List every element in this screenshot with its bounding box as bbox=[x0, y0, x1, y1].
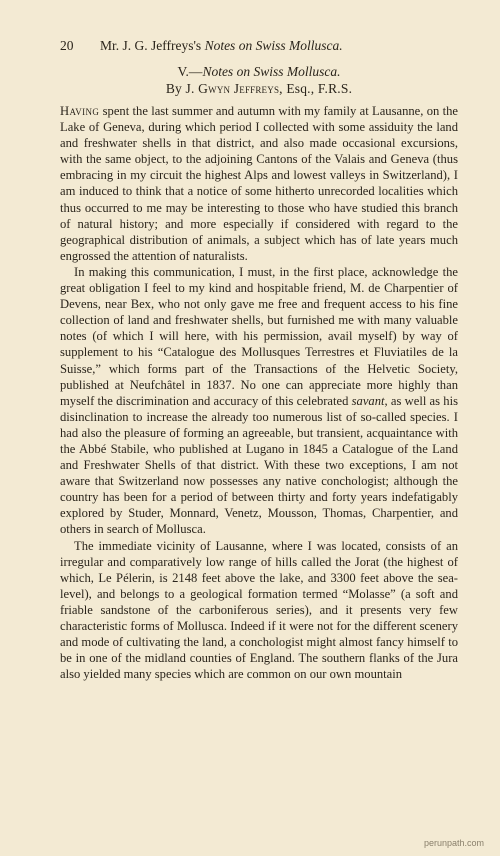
page-number: 20 bbox=[60, 38, 74, 53]
article-heading bbox=[60, 64, 458, 97]
paragraph-2 bbox=[60, 264, 458, 538]
book-page bbox=[60, 38, 458, 682]
byline-by: By J. bbox=[165, 81, 199, 96]
article-byline bbox=[60, 80, 458, 97]
paragraph-2-text-b: , as well as his disinclination to increase the already too numerous list of so-called species. I had also the pleasure of forming an agreeable, but transient, acquaintance with the Abbé Stabile, who published at Lugano in 1845 a Catalogue of the Land and Freshwater Shells of that district. With these two exceptions, I am not aware that Switzerland now possesses any native conchologist; although the country has been for a period of between thirty and forty years indefatigably explored by Studer, Monnard, Venetz, Mousson, Thomas, Charpentier, and others in search of Mollusca. bbox=[60, 393, 458, 537]
running-head bbox=[60, 38, 458, 54]
byline-suffix: , Esq., F.R.S. bbox=[279, 81, 353, 96]
running-title-prefix: Mr. J. G. Jeffreys's bbox=[100, 38, 205, 53]
paragraph-1 bbox=[60, 103, 458, 264]
watermark: perunpath.com bbox=[423, 838, 484, 848]
paragraph-2-italic: savant bbox=[351, 393, 385, 408]
paragraph-2-text-a: In making this communication, I must, in the first place, acknowledge the great obligation I feel to my kind and hospitable friend, M. de Charpentier of Devens, near Bex, who not only gave me free and frequent access to his fine collection of land and freshwater shells, but furnished me with many valuable notes (of which I will here, with his permission, avail myself) by way of supplement to his “Catalogue des Mollusques Terrestres et Fluviatiles de la Suisse,” which forms part of the Transactions of the Helvetic Society, published at Neufchâtel in 1837. No one can appreciate more highly than myself the discrimination and accuracy of this celebrated bbox=[60, 264, 458, 408]
article-title-italic: Notes on Swiss Mollusca. bbox=[202, 64, 341, 79]
byline-author-name: Gwyn Jeffreys bbox=[198, 81, 280, 96]
running-title bbox=[100, 38, 458, 54]
running-title-italic: Notes on Swiss Mollusca. bbox=[204, 38, 343, 53]
article-title bbox=[60, 64, 458, 80]
paragraph-1-lead: Having bbox=[60, 104, 100, 118]
paragraph-1-text: spent the last summer and autumn with my family at Lausanne, on the Lake of Geneva, during which period I collected with some assiduity the land and freshwater shells in that district, and also made occasional excursions, with the same object, to the adjoining Cantons of the Valais and Geneva (thus embracing in my circuit the highest Alps and lowest valleys in Switzerland), I am induced to think that a notice of some hitherto unrecorded localities which thus occurred to me may be interesting to those who have studied this branch of natural history; and more especially if considered with regard to the geographical distribution of animals, a subject which has of late years much engrossed the attention of naturalists. bbox=[60, 104, 458, 263]
paragraph-3: The immediate vicinity of Lausanne, where I was located, consists of an irregular and comparatively low range of hills called the Jorat (the highest of which, Le Pélerin, is 2148 feet above the lake, and 3300 feet above the sea-level), and belongs to a geological formation termed “Molasse” (a soft and friable sandstone of the carboniferous series), and it presents very few characteristic forms of Mollusca. Indeed if it were not for the different scenery and mode of cultivating the land, a conchologist might almost fancy himself to be in one of the midland counties of England. The southern flanks of the Jura also yielded many species which are common on our own mountain bbox=[60, 538, 458, 682]
article-title-prefix: V.— bbox=[177, 64, 203, 79]
